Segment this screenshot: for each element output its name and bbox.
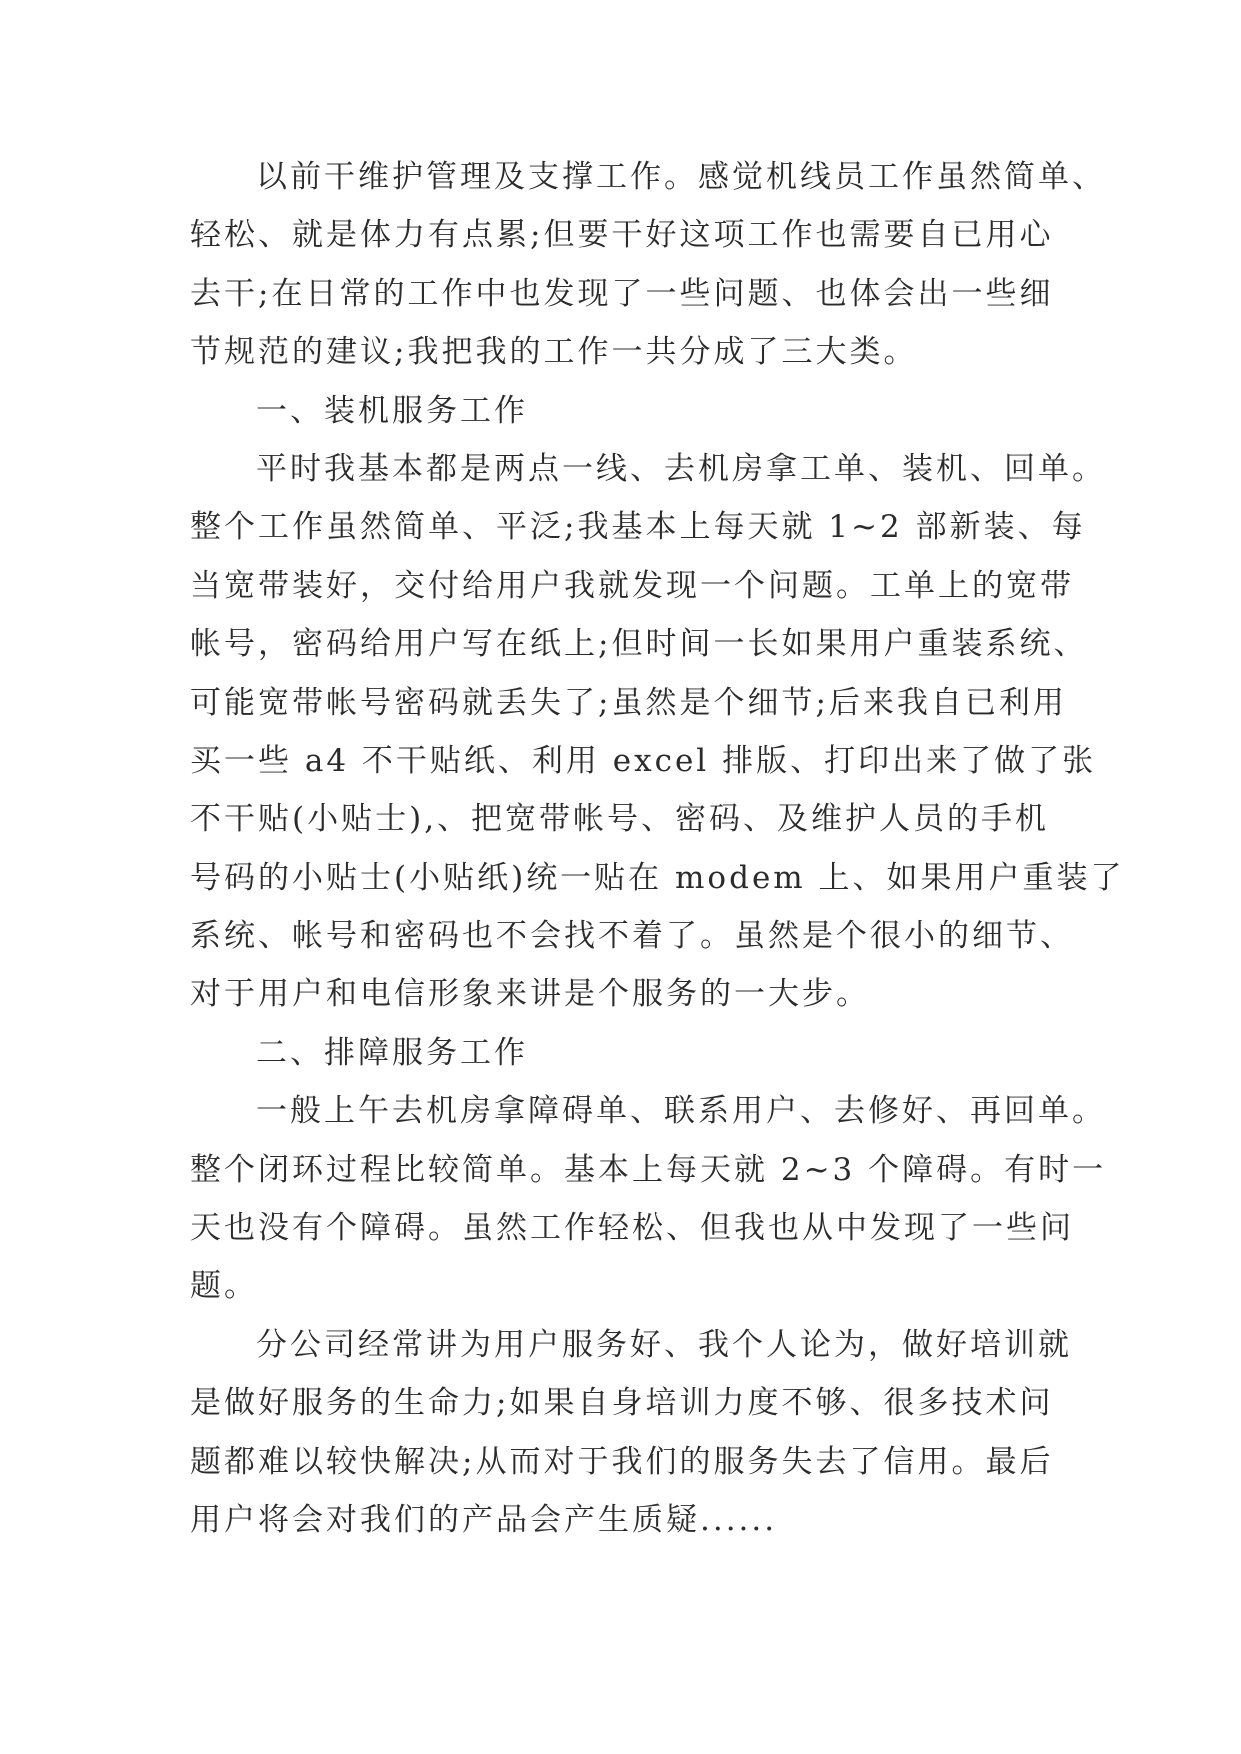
text-line: 对于用户和电信形象来讲是个服务的一大步。 (190, 976, 870, 1013)
text-line: 题都难以较快解决;从而对于我们的服务失去了信用。最后 (190, 1443, 1054, 1480)
text-line: 可能宽带帐号密码就丢失了;虽然是个细节;后来我自已利用 (190, 684, 1067, 721)
text-line: 是做好服务的生命力;如果自身培训力度不够、很多技术问 (190, 1385, 1054, 1422)
text-line: 系统、帐号和密码也不会找不着了。虽然是个很小的细节、 (190, 918, 1074, 955)
text-line: 分公司经常讲为用户服务好、我个人论为，做好培训就 (256, 1326, 1072, 1363)
text-line: 天也没有个障碍。虽然工作轻松、但我也从中发现了一些问 (190, 1210, 1074, 1247)
text-line: 整个闭环过程比较简单。基本上每天就 2~3 个障碍。有时一 (190, 1151, 1107, 1188)
text-line: 整个工作虽然简单、平泛;我基本上每天就 1~2 部新装、每 (190, 509, 1086, 546)
text-line: 题。 (190, 1268, 258, 1305)
text-line: 不干贴(小贴士),、把宽带帐号、密码、及维护人员的手机 (190, 801, 1050, 838)
text-line: 平时我基本都是两点一线、去机房拿工单、装机、回单。 (256, 450, 1106, 487)
text-line: 轻松、就是体力有点累;但要干好这项工作也需要自已用心 (190, 217, 1054, 254)
text-line: 节规范的建议;我把我的工作一共分成了三大类。 (190, 334, 918, 371)
text-line: 当宽带装好，交付给用户我就发现一个问题。工单上的宽带 (190, 567, 1074, 604)
text-line: 一般上午去机房拿障碍单、联系用户、去修好、再回单。 (256, 1093, 1106, 1130)
text-line: 用户将会对我们的产品会产生质疑...... (190, 1501, 778, 1538)
text-line: 帐号，密码给用户写在纸上;但时间一长如果用户重装系统、 (190, 626, 1088, 663)
document-body (190, 148, 1125, 1549)
text-line: 买一些 a4 不干贴纸、利用 excel 排版、打印出来了做了张 (190, 742, 1097, 779)
text-line: 以前干维护管理及支撑工作。感觉机线员工作虽然简单、 (256, 159, 1106, 195)
text-line: 号码的小贴士(小贴纸)统一贴在 modem 上、如果用户重装了 (190, 859, 1125, 896)
text-line: 去干;在日常的工作中也发现了一些问题、也体会出一些细 (190, 275, 1054, 312)
section-heading: 二、排障服务工作 (256, 1034, 528, 1071)
section-heading: 一、装机服务工作 (256, 392, 528, 429)
